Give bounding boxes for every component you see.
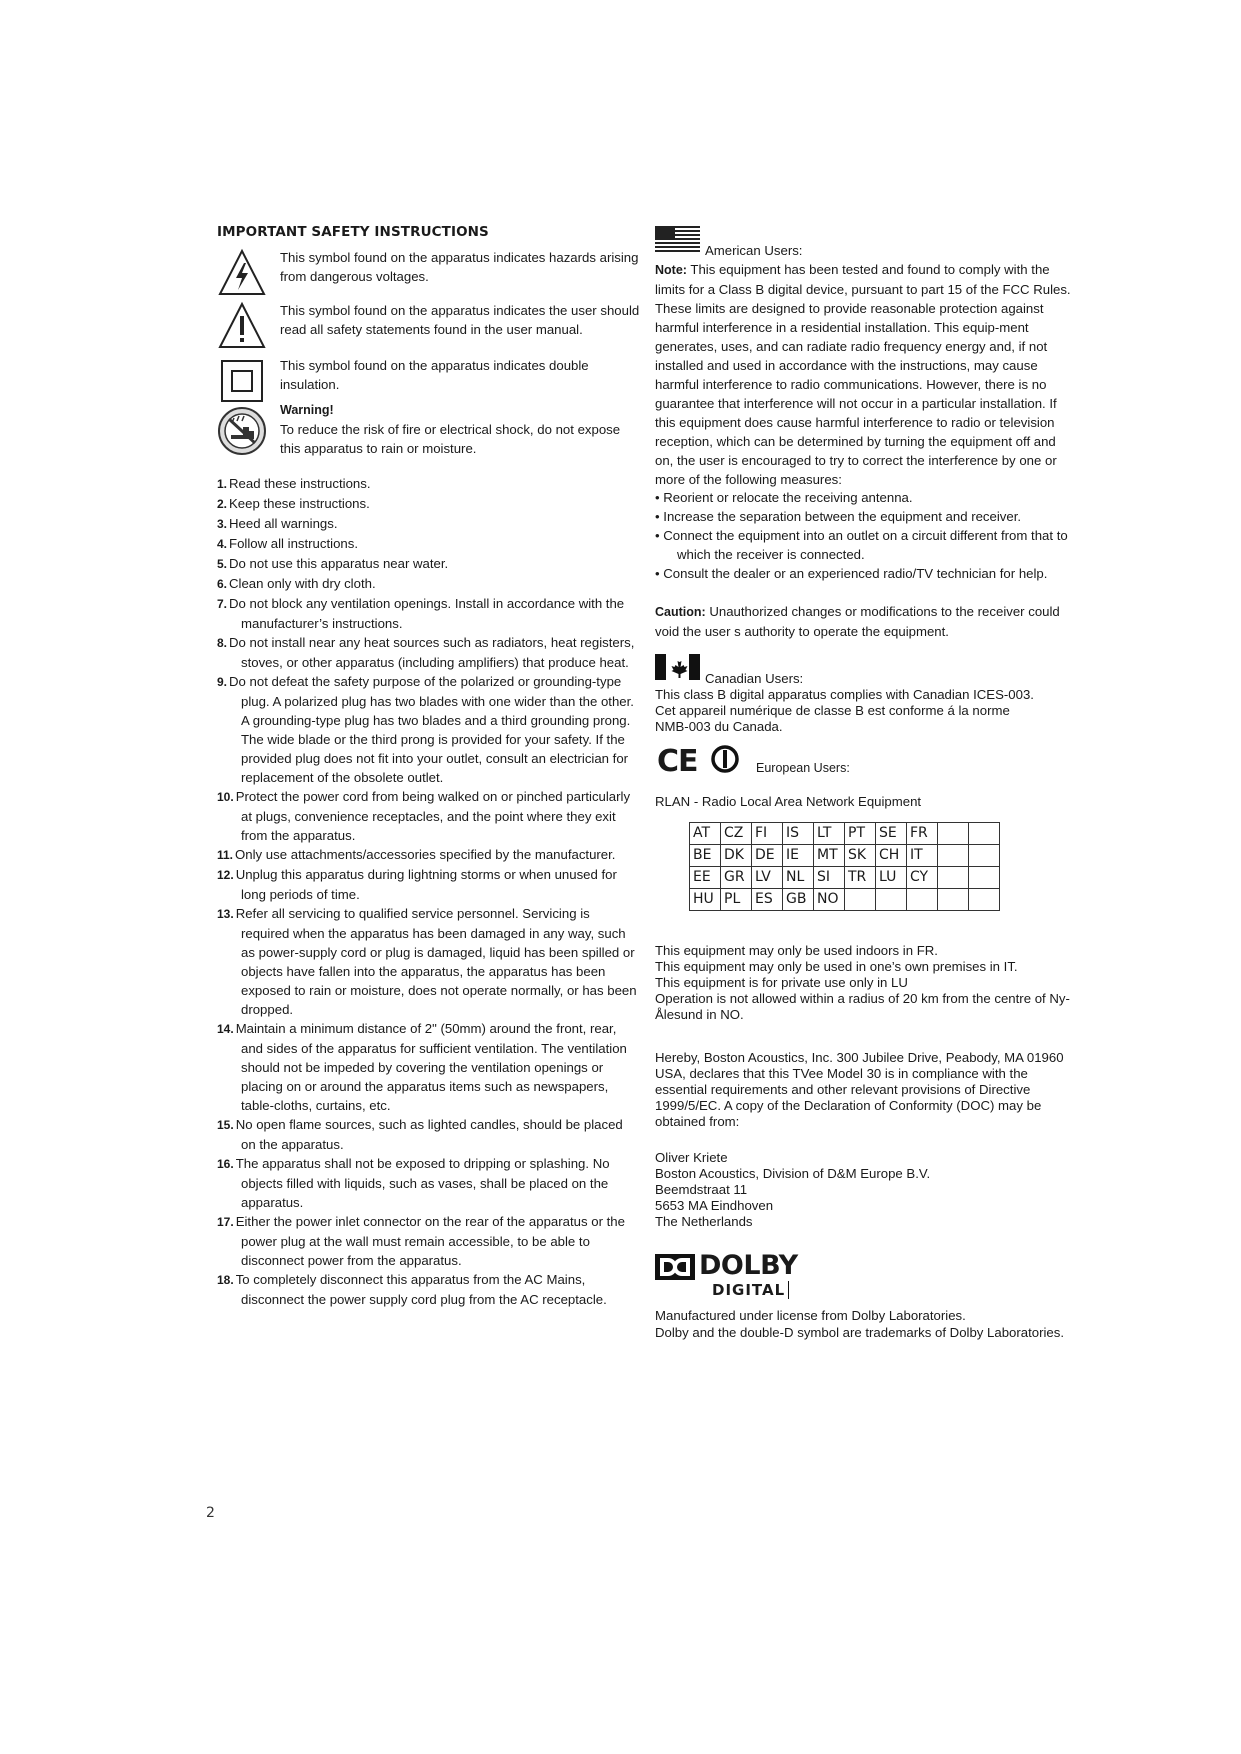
country-cell: DE [752,845,783,867]
instruction-text: Refer all servicing to qualified service personnel. Servicing is required when the apparatus has been damaged in any way, such as power-supply cord or plug is damaged, liquid has been spilled or objects have fallen into the apparatus, the apparatus has been exposed to rain or moisture, does not operate normally, or has been dropped. [235,906,637,1017]
instruction-item [217,904,637,1019]
country-cell: LT [814,823,845,845]
country-cell [845,889,876,911]
instruction-item [217,1270,637,1309]
no-water-icon [217,406,267,456]
address-line: Beemdstraat 11 [655,1182,748,1197]
instruction-number: 17. [217,1215,234,1229]
fcc-measure: • Increase the separation between the equipment and receiver. [655,509,1022,524]
country-cell: IE [783,845,814,867]
country-cell: FI [752,823,783,845]
country-cell: ES [752,889,783,911]
instruction-number: 6. [217,577,228,591]
country-cell: HU [690,889,721,911]
country-cell: NL [783,867,814,889]
canada-flag-icon [655,654,700,680]
instruction-number: 18. [217,1273,234,1287]
country-cell: NO [814,889,845,911]
country-cell: FR [907,823,938,845]
instruction-text: Unplug this apparatus during lightning storms or when unused for long periods of time. [235,867,617,902]
instruction-item [217,554,637,574]
country-cell: DK [721,845,752,867]
country-cell: TR [845,867,876,889]
country-row [690,867,1000,889]
country-cell [969,889,1000,911]
country-cell: EE [690,867,721,889]
instruction-item [217,594,637,633]
note-text: This equipment has been tested and found to comply with the limits for a Class B digital device, pursuant to part 15 of the FCC Rules. These limits are designed to provide reasonable protection against harmful interference in a residential installation. This equip-ment generates, uses, and can radiate radio frequency energy and, if not installed and used in accordance with the instructions, may cause harmful interference to radio communications. However, there is no guarantee that interference will not occur in a particular installation. If this equipment does cause harmful interference to radio or television reception, which can be determined by turning the equipment off and on, the user is encouraged to try to correct the interference by one or more of the following measures: [655,262,1071,487]
double-d-icon [655,1254,695,1280]
instruction-number: 1. [217,477,228,491]
country-cell: PT [845,823,876,845]
instruction-item [217,494,637,514]
fcc-measure: • Consult the dealer or an experienced radio/TV technician for help. [655,566,1048,581]
instruction-item [217,574,637,594]
instruction-text: Read these instructions. [229,476,371,491]
country-cell: GB [783,889,814,911]
note-label: Note: [655,263,687,277]
instruction-number: 14. [217,1022,234,1036]
address-line: Oliver Kriete [655,1150,728,1165]
fcc-measure: • Reorient or relocate the receiving antenna. [655,490,913,505]
dolby-word: DOLBY [699,1250,798,1281]
instruction-text: Do not defeat the safety purpose of the polarized or grounding-type plug. A polarized plug has two blades with one wider than the other. A grounding-type plug has two blades and a third grounding prong. The wide blade or the third prong is provided for your safety. If the provided plug does not fit into your outlet, consult an electrician for replacement of the obsolete outlet. [229,674,634,785]
instruction-number: 2. [217,497,228,511]
country-cell: IT [907,845,938,867]
fcc-measures [655,488,1075,583]
fcc-note [655,260,1075,489]
country-table [689,822,1000,911]
country-cell [876,889,907,911]
instruction-number: 11. [217,848,234,862]
page-number: 2 [206,1505,215,1521]
instruction-number: 15. [217,1118,234,1132]
country-cell [969,823,1000,845]
instruction-text: Follow all instructions. [229,536,359,551]
safety-title: IMPORTANT SAFETY INSTRUCTIONS [217,224,489,240]
instruction-number: 3. [217,517,228,531]
country-row [690,845,1000,867]
country-cell: AT [690,823,721,845]
instruction-number: 12. [217,868,234,882]
dolby-trademark: Dolby and the double-D symbol are trademarks of Dolby Laboratories. [655,1325,1065,1340]
country-cell: LV [752,867,783,889]
address-block [655,1150,1075,1230]
country-cell: GR [721,867,752,889]
fcc-measure: • Connect the equipment into an outlet on a circuit different from that to which the receiver is connected. [655,528,1068,562]
instruction-item [217,534,637,554]
caution-label: Caution: [655,605,706,619]
country-cell: PL [721,889,752,911]
exclamation-triangle-icon [217,301,267,351]
country-cell: LU [876,867,907,889]
country-row [690,889,1000,911]
instruction-item [217,474,637,494]
eu-restriction-line: This equipment may only be used indoors in FR. [655,943,938,958]
instruction-list [217,474,637,1309]
instruction-number: 9. [217,675,228,689]
instruction-text: Do not use this apparatus near water. [229,556,449,571]
country-cell [969,845,1000,867]
country-cell: MT [814,845,845,867]
address-line: Boston Acoustics, Division of D&M Europe B.V. [655,1166,931,1181]
instruction-number: 5. [217,557,228,571]
instruction-text: The apparatus shall not be exposed to dripping or splashing. No objects filled with liquids, such as vases, shall be placed on the apparatus. [235,1156,610,1210]
instruction-number: 13. [217,907,234,921]
country-cell [969,867,1000,889]
country-cell: SK [845,845,876,867]
symbol-text: This symbol found on the apparatus indicates hazards arising from dangerous voltages. [280,250,639,284]
canada-text-en: This class B digital apparatus complies with Canadian ICES-003. [655,687,1034,702]
double-insulation-icon [217,356,267,406]
eu-restrictions [655,943,1075,1023]
warning-heading: Warning! [280,403,334,417]
instruction-number: 16. [217,1157,234,1171]
instruction-text: Heed all warnings. [229,516,338,531]
canada-text-fr: Cet appareil numérique de classe B est conforme á la norme NMB-003 du Canada. [655,703,1010,734]
country-cell [938,823,969,845]
instruction-item [217,1115,637,1154]
instruction-text: To completely disconnect this apparatus from the AC Mains, disconnect the power supply cord plug from the AC receptacle. [235,1272,607,1307]
instruction-item [217,1212,637,1270]
instruction-text: Protect the power cord from being walked on or pinched particularly at plugs, convenience receptacles, and the point where they exit from the apparatus. [235,789,631,843]
lightning-triangle-icon [217,248,267,298]
address-line: The Netherlands [655,1214,753,1229]
alert-class-icon [710,744,740,774]
instruction-number: 4. [217,537,228,551]
country-cell [938,867,969,889]
dolby-digital: DIGITAL [711,1281,789,1299]
instruction-item [217,1019,637,1115]
warning-text [280,401,640,458]
canadian-users-heading: Canadian Users: [705,671,804,686]
instruction-text: Keep these instructions. [229,496,370,511]
instruction-text: Either the power inlet connector on the rear of the apparatus or the power plug at the wall must remain accessible, to be able to disconnect power from the apparatus. [235,1214,625,1268]
instruction-number: 10. [217,790,234,804]
american-users-heading: American Users: [705,243,803,258]
instruction-item [217,787,637,845]
warning-body: To reduce the risk of fire or electrical shock, do not expose this apparatus to rain or moisture. [280,422,621,456]
declaration: Hereby, Boston Acoustics, Inc. 300 Jubilee Drive, Peabody, MA 01960 USA, declares that this TVee Model 30 is in compliance with the essential requirements and other relevant provisions of Directive 1999/5/EC. A copy of the Declaration of Conformity (DOC) may be obtained from: [655,1050,1064,1129]
instruction-text: No open flame sources, such as lighted candles, should be placed on the apparatus. [235,1117,623,1152]
country-cell [938,845,969,867]
eu-restriction-line: This equipment is for private use only in LU [655,975,908,990]
country-row [690,823,1000,845]
eu-restriction-line: Operation is not allowed within a radius of 20 km from the centre of Ny-Ålesund in NO. [655,991,1070,1022]
instruction-text: Maintain a minimum distance of 2" (50mm) around the front, rear, and sides of the apparatus for sufficient ventilation. The ventilation should not be impeded by covering the ventilation openings or placing on or around the apparatus items such as newspapers, table-cloths, curtains, etc. [235,1021,627,1113]
country-cell: CY [907,867,938,889]
country-cell: SE [876,823,907,845]
country-cell [907,889,938,911]
caution-block [655,602,1075,641]
dolby-license: Manufactured under license from Dolby Laboratories. [655,1308,966,1323]
instruction-item [217,1154,637,1212]
country-cell: CZ [721,823,752,845]
instruction-text: Do not block any ventilation openings. Install in accordance with the manufacturer’s instructions. [229,596,625,631]
instruction-text: Clean only with dry cloth. [229,576,376,591]
instruction-item [217,514,637,534]
country-cell: BE [690,845,721,867]
rlan-heading: RLAN - Radio Local Area Network Equipment [655,794,922,809]
instruction-item [217,672,637,787]
symbol-text: This symbol found on the apparatus indicates double insulation. [280,358,589,392]
instruction-item [217,845,637,865]
instruction-text: Only use attachments/accessories specified by the manufacturer. [235,847,616,862]
instruction-text: Do not install near any heat sources such as radiators, heat registers, stoves, or other apparatus (including amplifiers) that produce heat. [229,635,635,670]
country-cell: SI [814,867,845,889]
instruction-item [217,633,637,672]
eu-restriction-line: This equipment may only be used in one’s own premises in IT. [655,959,1018,974]
symbol-text: This symbol found on the apparatus indicates the user should read all safety statements found in the user manual. [280,303,640,337]
us-flag-icon [655,226,700,252]
caution-text: Unauthorized changes or modifications to the receiver could void the user s authority to operate the equipment. [655,604,1060,639]
ce-mark: CE [657,744,698,779]
country-cell: IS [783,823,814,845]
european-users-heading: European Users: [756,761,850,775]
country-cell [938,889,969,911]
instruction-number: 7. [217,597,228,611]
address-line: 5653 MA Eindhoven [655,1198,774,1213]
country-cell: CH [876,845,907,867]
instruction-item [217,865,637,904]
instruction-number: 8. [217,636,228,650]
